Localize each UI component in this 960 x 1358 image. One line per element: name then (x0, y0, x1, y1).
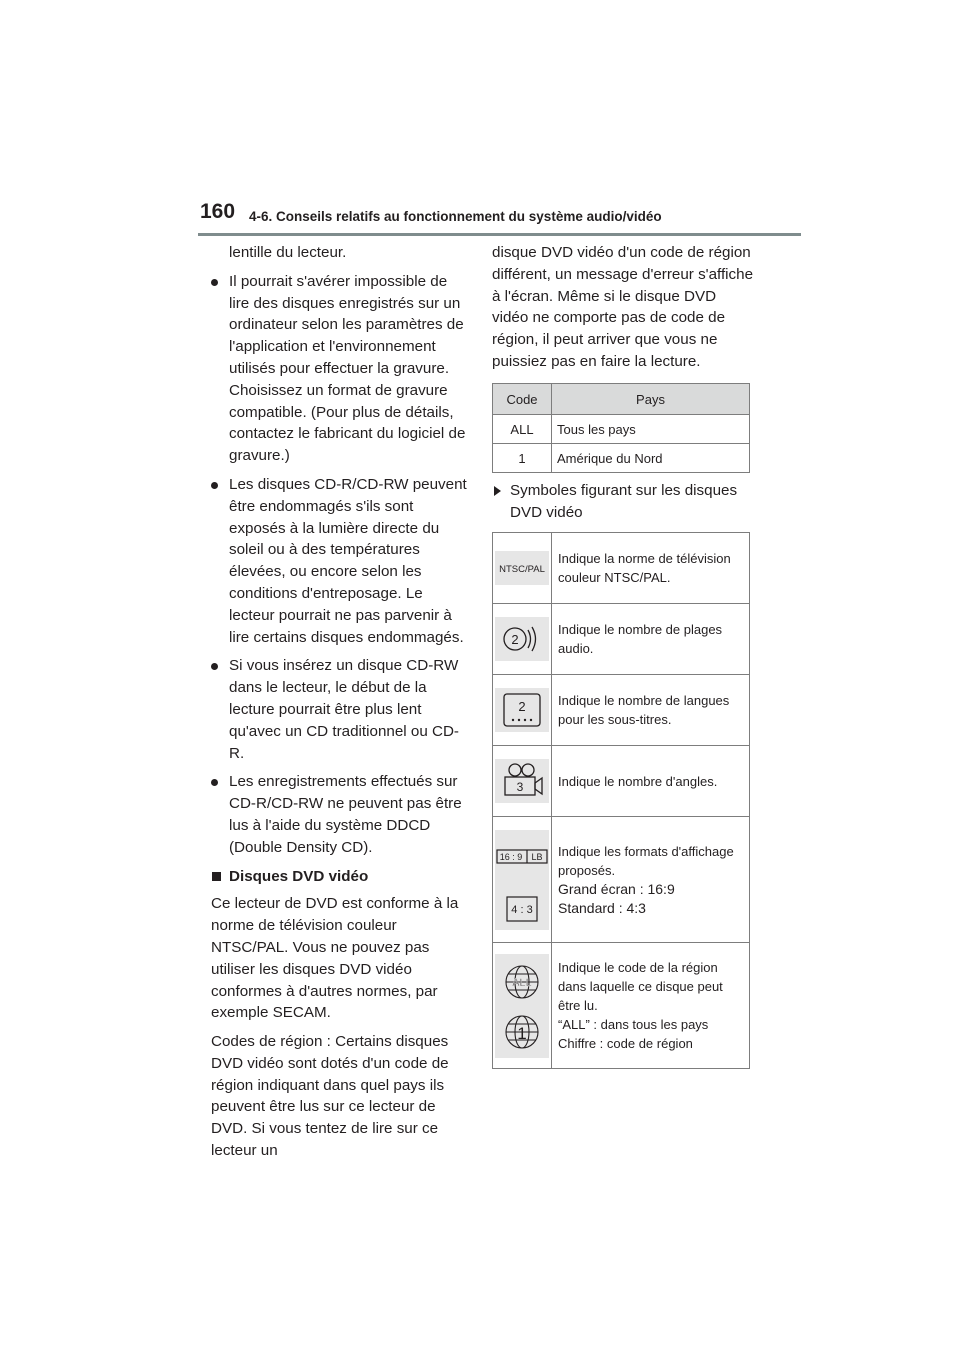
cell-code: ALL (493, 415, 552, 444)
table-header-row (493, 384, 750, 415)
region-number-label: 1 (517, 1023, 527, 1043)
triangle-bullet-icon (494, 486, 501, 496)
ntsc-pal-icon (493, 533, 552, 604)
wide-ratio-label: 16 : 9 (499, 851, 523, 862)
left-column (211, 242, 467, 1169)
symbol-description-block (552, 943, 750, 1069)
bullet-dot-icon (211, 482, 218, 489)
bullet-item: Les disques CD-R/CD-RW peuvent être endommagés s'ils sont exposés à la lumière directe du soleil ou à des températures élevées, ou encore selon les conditions d'entreposage. Le lecteur pourrait ne pas parvenir à lire certains disques endommagés. (211, 474, 467, 648)
page-number: 160 (200, 200, 236, 223)
table-row (493, 817, 750, 943)
bullet-item: Les enregistrements effectués sur CD-R/CD-RW ne peuvent pas être lus à l'aide du système DDCD (Double Density CD). (211, 771, 467, 858)
symbol-description: Indique le code de la région dans laquelle ce disque peut être lu. (558, 960, 723, 1013)
table-row (493, 943, 750, 1069)
header-country: Pays (552, 384, 750, 415)
bullet-item: Si vous insérez un disque CD-RW dans le lecteur, le début de la lecture pourrait être plus lent qu'avec un CD traditionnel ou CD-R. (211, 655, 467, 764)
subtitles-count: 2 (518, 699, 526, 714)
subtitles-icon (493, 675, 552, 746)
table-row (493, 746, 750, 817)
intro-text: lentille du lecteur. (229, 244, 347, 261)
region-globe-icon (493, 943, 552, 1069)
symbol-description: Indique le nombre de plages audio. (552, 604, 750, 675)
symbols-heading: Symboles figurant sur les disques DVD vidéo (492, 480, 754, 524)
header-rule (198, 233, 801, 236)
cell-country: Amérique du Nord (552, 444, 750, 473)
right-column (492, 242, 754, 380)
symbol-description: Indique les formats d'affichage proposés. (558, 843, 734, 878)
bullet-dot-icon (211, 279, 218, 286)
paragraph-continued: disque DVD vidéo d'un code de région différent, un message d'erreur s'affiche à l'écran. Même si le disque DVD vidéo ne comporte pas de code de région, il peut arriver que vous ne puissiez pas en faire la lecture. (492, 244, 754, 370)
square-bullet-icon (212, 872, 221, 881)
table-row (493, 604, 750, 675)
header-code: Code (493, 384, 552, 415)
aspect-ratio-icon (493, 817, 552, 943)
table-row (493, 675, 750, 746)
audio-tracks-count: 2 (511, 632, 519, 647)
symbol-description: Indique la norme de télévision couleur NTSC/PAL. (552, 533, 750, 604)
section-title: 4-6. Conseils relatifs au fonctionnement du système audio/vidéo (249, 209, 662, 224)
table-row (493, 415, 750, 444)
table-row (493, 444, 750, 473)
letterbox-label: LB (531, 851, 543, 862)
region-all-label: ALL (512, 976, 532, 989)
camera-angles-count: 3 (516, 780, 524, 794)
symbol-description: Indique le nombre de langues pour les sous-titres. (552, 675, 750, 746)
region-code-table (492, 383, 750, 473)
bullet-item: Il pourrait s'avérer impossible de lire des disques enregistrés sur un ordinateur selon les paramètres de l'application et l'environnement utilisés pour effectuer la gravure. Choisissez un format de gravure compatible. (Pour plus de détails, contactez le fabricant du logiciel de gravure.) (211, 271, 467, 467)
dvd-symbols-table (492, 532, 750, 1069)
bullet-dot-icon (211, 663, 218, 670)
cell-code: 1 (493, 444, 552, 473)
camera-angles-icon (493, 746, 552, 817)
section-heading: Disques DVD vidéo (211, 866, 467, 888)
bullet-dot-icon (211, 779, 218, 786)
symbol-description-line: “ALL” : dans tous les pays (558, 1017, 709, 1032)
ntsc-pal-label: NTSC/PAL (499, 564, 545, 575)
standard-ratio-label: 4 : 3 (511, 903, 533, 916)
cell-country: Tous les pays (552, 415, 750, 444)
symbol-description-line: Standard : 4:3 (558, 899, 646, 916)
audio-tracks-icon (493, 604, 552, 675)
paragraph: Codes de région : Certains disques DVD vidéo sont dotés d'un code de région indiquant dans quel pays ils peuvent être lus sur ce lecteur de DVD. Si vous tentez de lire sur ce lecteur un (211, 1033, 449, 1160)
table-row (493, 533, 750, 604)
symbol-description: Indique le nombre d'angles. (552, 746, 750, 817)
symbols-heading-wrap (492, 480, 754, 524)
paragraph: Ce lecteur de DVD est conforme à la norme de télévision couleur NTSC/PAL. Vous ne pouvez pas utiliser les disques DVD vidéo conformes à d'autres normes, par exemple SECAM. (211, 895, 459, 1022)
symbol-description-line: Chiffre : code de région (558, 1036, 693, 1051)
symbol-description-block (552, 817, 750, 943)
symbol-description-line: Grand écran : 16:9 (558, 880, 675, 897)
